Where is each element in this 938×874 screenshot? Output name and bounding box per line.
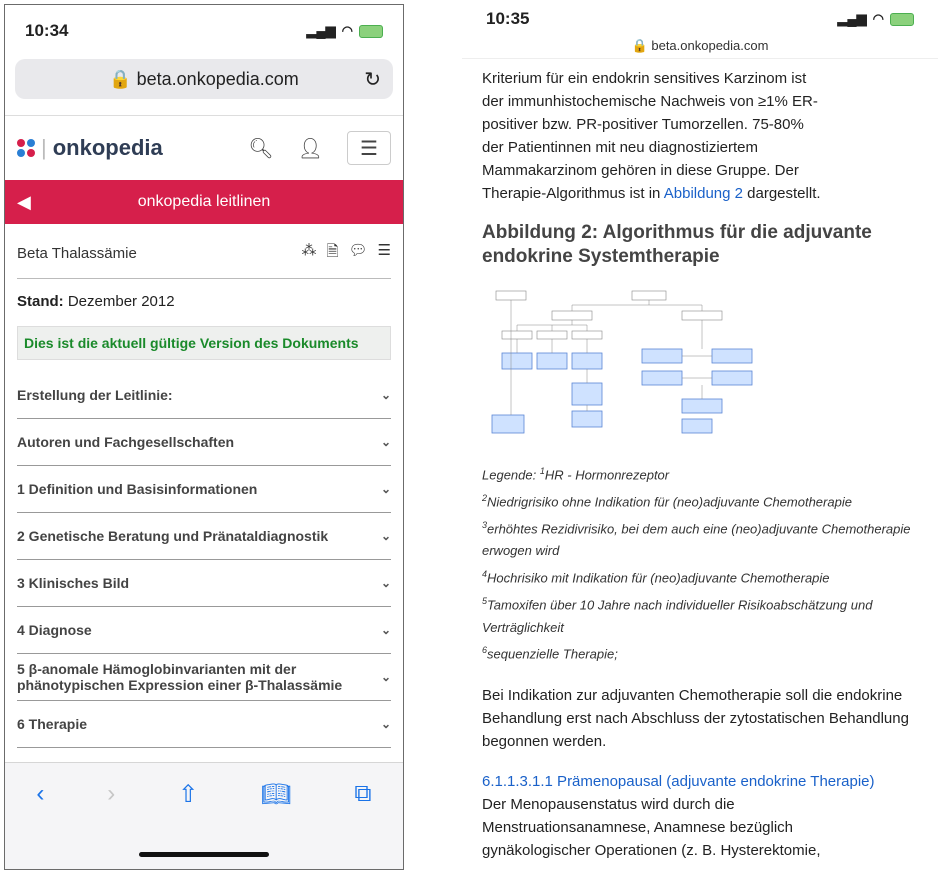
left-phone-screen [4, 4, 404, 870]
legend-item: $^2$Niedrigrisiko ohne Indikation für (neo)adjuvante Chemotherapie [482, 492, 852, 510]
section-item-label: Erstellung der Leitlinie: [17, 387, 173, 403]
intro-text-end: dargestellt. [742, 185, 821, 202]
compact-address-bar[interactable] [462, 38, 938, 59]
paragraph-line: Menstruationsanamnese, Anamnese bezüglich [482, 818, 794, 836]
section-banner [5, 180, 403, 224]
signal-icon: ▂▄▆ [837, 11, 867, 26]
lock-icon: 🔒 [109, 68, 137, 89]
back-arrow-icon[interactable]: ◀ [17, 191, 31, 212]
section-item-label: 2 Genetische Beratung und Pränataldiagnostik [17, 528, 329, 544]
legend-item: Legende: $^1$HR - Hormonrezeptor [482, 466, 670, 483]
document-date [5, 279, 403, 318]
intro-line: Mammakarzinom gehören in diese Gruppe. Der [482, 162, 799, 179]
section-item-label: 5 β-anomale Hämoglobinvarianten mit der phänotypischen Expression einer β-Thalassämie [17, 661, 343, 693]
status-icons [837, 11, 914, 27]
menopause-paragraph [482, 793, 918, 862]
home-indicator [139, 852, 269, 857]
address-bar-url: beta.onkopedia.com [136, 68, 299, 89]
left-phone-pane [0, 0, 462, 874]
section-item-label: 4 Diagnose [17, 622, 92, 638]
chevron-down-icon: ⌄ [380, 717, 391, 731]
onkopedia-logo[interactable]: | onkopedia [17, 135, 163, 161]
section-item[interactable] [17, 654, 391, 701]
share-icon[interactable]: ⁂ [301, 241, 317, 259]
section-item[interactable] [17, 466, 391, 513]
legend-item: $^6$sequenzielle Therapie; [482, 645, 618, 662]
status-icons [306, 23, 383, 39]
section-item[interactable] [17, 607, 391, 654]
pdf-icon[interactable]: 🗎 [326, 242, 339, 260]
chevron-down-icon: ⌄ [380, 623, 391, 637]
signal-icon: ▂▄▆ [306, 23, 336, 38]
reload-icon[interactable]: ↻ [364, 68, 381, 91]
safari-toolbar [5, 762, 403, 869]
section-item[interactable] [17, 560, 391, 607]
section-item-label: 1 Definition und Basisinformationen [17, 481, 258, 497]
lock-icon: 🔒 [631, 38, 652, 53]
forward-icon[interactable]: › [107, 780, 116, 807]
figure-link[interactable]: Abbildung 2 [663, 185, 743, 202]
address-bar-url: beta.onkopedia.com [651, 38, 769, 53]
stand-label: Stand: [17, 293, 64, 310]
document-header [17, 228, 391, 279]
section-item[interactable] [17, 372, 391, 419]
user-icon[interactable]: 👤︎ [297, 137, 323, 160]
chevron-down-icon: ⌄ [380, 529, 391, 543]
legend-item: $^4$Hochrisiko mit Indikation für (neo)adjuvante Chemotherapie [482, 568, 830, 586]
battery-icon [890, 13, 914, 26]
section-item[interactable] [17, 513, 391, 560]
figure-title: Abbildung 2: Algorithmus für die adjuvante endokrine Systemtherapie [482, 222, 872, 267]
wifi-icon: ◠ [872, 11, 884, 26]
logo-dots-icon [17, 139, 35, 157]
intro-paragraph [482, 67, 918, 182]
status-bar [462, 0, 938, 38]
search-icon[interactable]: 🔍︎ [248, 137, 274, 160]
section-item-label: Autoren und Fachgesellschaften [17, 434, 235, 450]
chemo-paragraph: Bei Indikation zur adjuvanten Chemotherapie soll die endokrine Behandlung erst nach Abschluss der zytostatischen Behandlung begonnen werden. [482, 686, 909, 750]
status-bar [5, 5, 403, 57]
section-item-label: 3 Klinisches Bild [17, 575, 130, 591]
section-item[interactable] [17, 701, 391, 748]
paragraph-line: Der Menopausenstatus wird durch die [482, 795, 735, 813]
section-heading-link[interactable]: 6.1.1.3.1.1 Prämenopausal (adjuvante endokrine Therapie) [482, 772, 875, 790]
chevron-down-icon: ⌄ [380, 670, 391, 684]
section-banner-title: onkopedia leitlinen [137, 193, 271, 210]
section-item-label: 6 Therapie [17, 716, 88, 732]
status-time: 10:34 [25, 21, 69, 40]
intro-line: positiver bzw. PR-positiver Tumorzellen. 75-80% [482, 116, 804, 133]
algorithm-diagram-image[interactable] [482, 283, 782, 443]
tabs-icon[interactable]: ⧉ [354, 780, 372, 807]
figure-legend [482, 460, 918, 666]
menu-icon[interactable]: ☰ [347, 131, 391, 165]
right-phone-pane [462, 0, 938, 874]
battery-icon [359, 25, 383, 38]
logo-text: onkopedia [52, 135, 163, 160]
intro-text: Therapie-Algorithmus ist in [482, 185, 664, 202]
document-tools [301, 241, 391, 266]
section-list [5, 372, 403, 795]
toc-menu-icon[interactable]: ☰ [377, 241, 391, 259]
valid-version-notice: Dies ist die aktuell gültige Version des Dokuments [17, 326, 391, 360]
header-icons [248, 131, 391, 165]
legend-item: $^5$Tamoxifen über 10 Jahre nach individueller Risikoabschätzung und Verträglichkeit [482, 595, 873, 635]
wifi-icon: ◠ [341, 23, 353, 38]
chevron-down-icon: ⌄ [380, 482, 391, 496]
site-header [5, 115, 403, 180]
intro-line: Kriterium für ein endokrin sensitives Karzinom ist [482, 70, 807, 87]
chevron-down-icon: ⌄ [380, 435, 391, 449]
section-item[interactable] [17, 419, 391, 466]
article-body [462, 59, 938, 862]
intro-line: der immunhistochemische Nachweis von ≥1% ER- [482, 93, 818, 110]
status-time: 10:35 [486, 9, 530, 28]
paragraph-line: gynäkologischer Operationen (z. B. Hysterektomie, [482, 841, 821, 859]
bookmarks-icon[interactable]: 📖︎ [261, 780, 292, 808]
document-title: Beta Thalassämie [17, 244, 137, 262]
legend-item: $^3$erhöhtes Rezidivrisiko, bei dem auch eine (neo)adjuvante Chemotherapie erwogen wird [482, 519, 911, 559]
back-icon[interactable]: ‹ [36, 780, 45, 807]
stand-value: Dezember 2012 [67, 293, 175, 310]
comments-icon[interactable]: 💬︎ [348, 241, 368, 259]
chevron-down-icon: ⌄ [380, 576, 391, 590]
intro-line: der Patientinnen mit neu diagnostiziertem [482, 139, 758, 156]
address-bar[interactable] [15, 59, 393, 99]
chevron-down-icon: ⌄ [380, 388, 391, 402]
share-sheet-icon[interactable]: ⇧ [178, 780, 199, 808]
intro-last-line [482, 182, 918, 205]
